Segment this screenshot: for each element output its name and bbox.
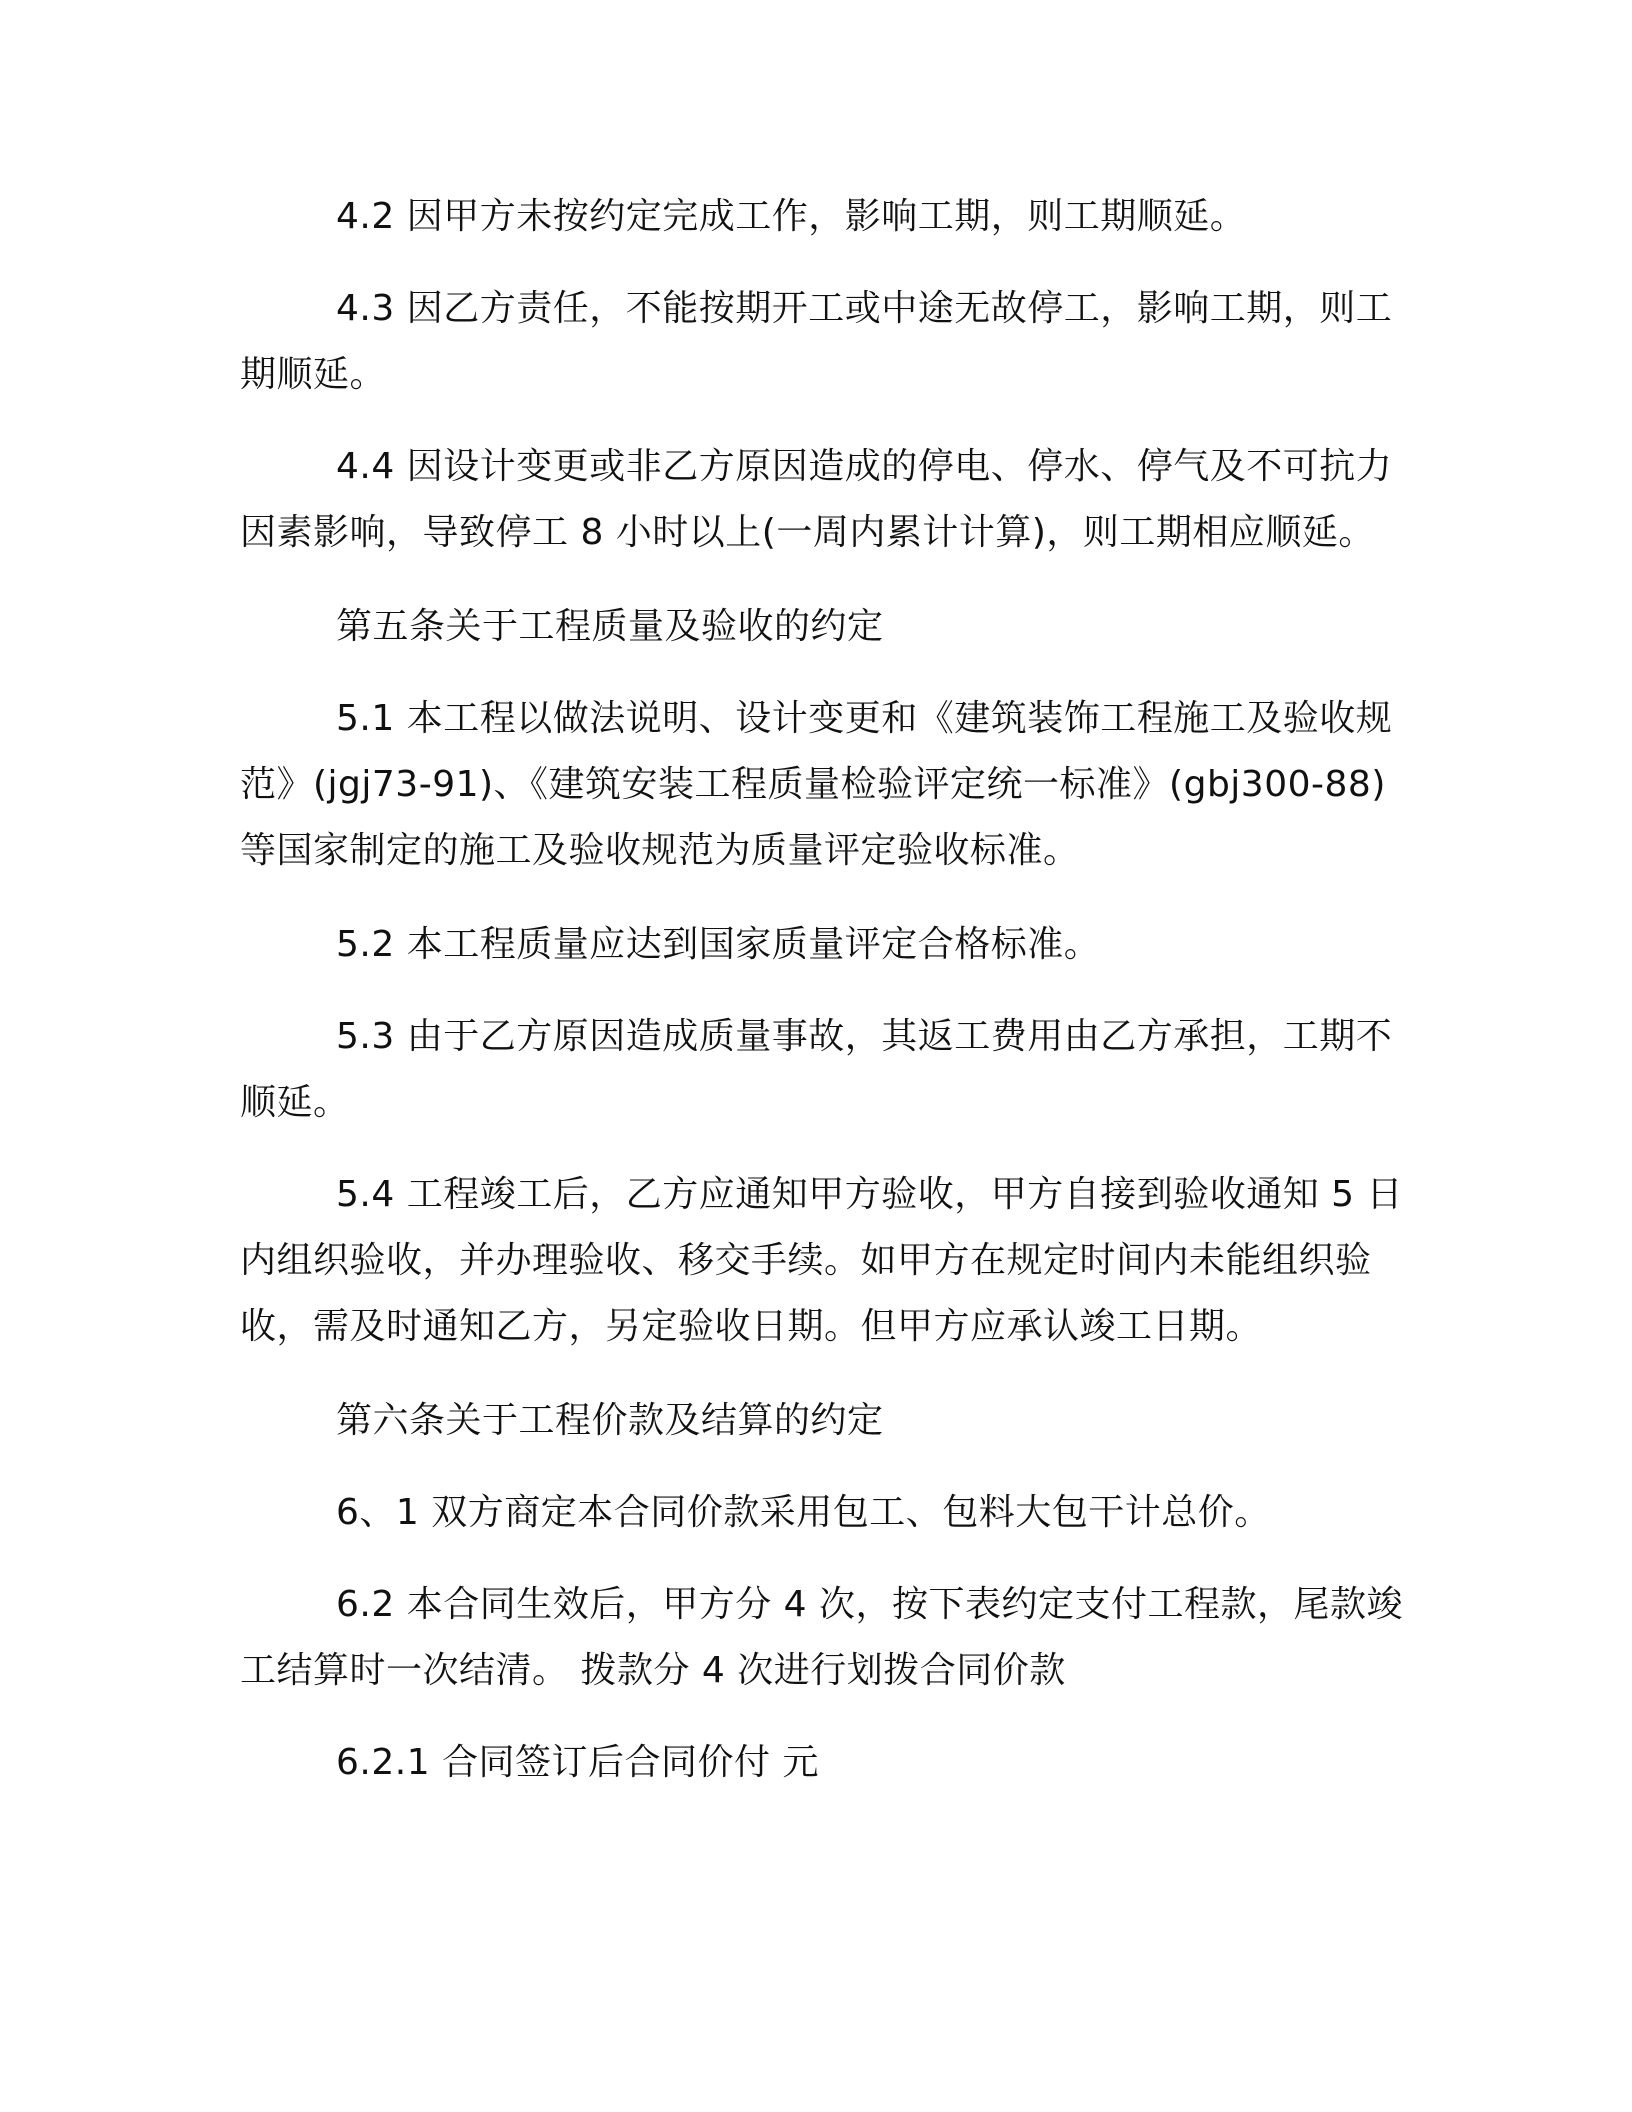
clause-5-2: 5.2 本工程质量应达到国家质量评定合格标准。 [336,924,1101,965]
clause-6-1: 6、1 双方商定本合同价款采用包工、包料大包干计总价。 [336,1492,1271,1533]
clause-5-1: 5.1 本工程以做法说明、设计变更和《建筑装饰工程施工及验收规范》(jgj73-91)、《建筑安装工程质量检验评定统一标准》(gbj300-88)等国家制定的施工及验收规范为质量评定验收标准。 [240,698,1393,871]
clause-5-3: 5.3 由于乙方原因造成质量事故，其返工费用由乙方承担，工期不顺延。 [240,1016,1393,1123]
clause-4-2: 4.2 因甲方未按约定完成工作，影响工期，则工期顺延。 [336,196,1247,237]
clause-4-4: 4.4 因设计变更或非乙方原因造成的停电、停水、停气及不可抗力因素影响，导致停工 8 小时以上(一周内累计计算)，则工期相应顺延。 [240,446,1393,553]
article-6-heading: 第六条关于工程价款及结算的约定 [336,1400,884,1441]
clause-4-3: 4.3 因乙方责任，不能按期开工或中途无故停工，影响工期，则工期顺延。 [240,288,1393,395]
clause-6-2-1: 6.2.1 合同签订后合同价付 元 [336,1742,819,1783]
article-5-heading: 第五条关于工程质量及验收的约定 [336,606,884,647]
clause-6-2: 6.2 本合同生效后，甲方分 4 次，按下表约定支付工程款，尾款竣工结算时一次结清。 拨款分 4 次进行划拨合同价款 [240,1584,1403,1691]
clause-5-4: 5.4 工程竣工后，乙方应通知甲方验收，甲方自接到验收通知 5 日内组织验收，并办理验收、移交手续。如甲方在规定时间内未能组织验收，需及时通知乙方，另定验收日期。但甲方应承认竣工日期。 [240,1174,1403,1347]
